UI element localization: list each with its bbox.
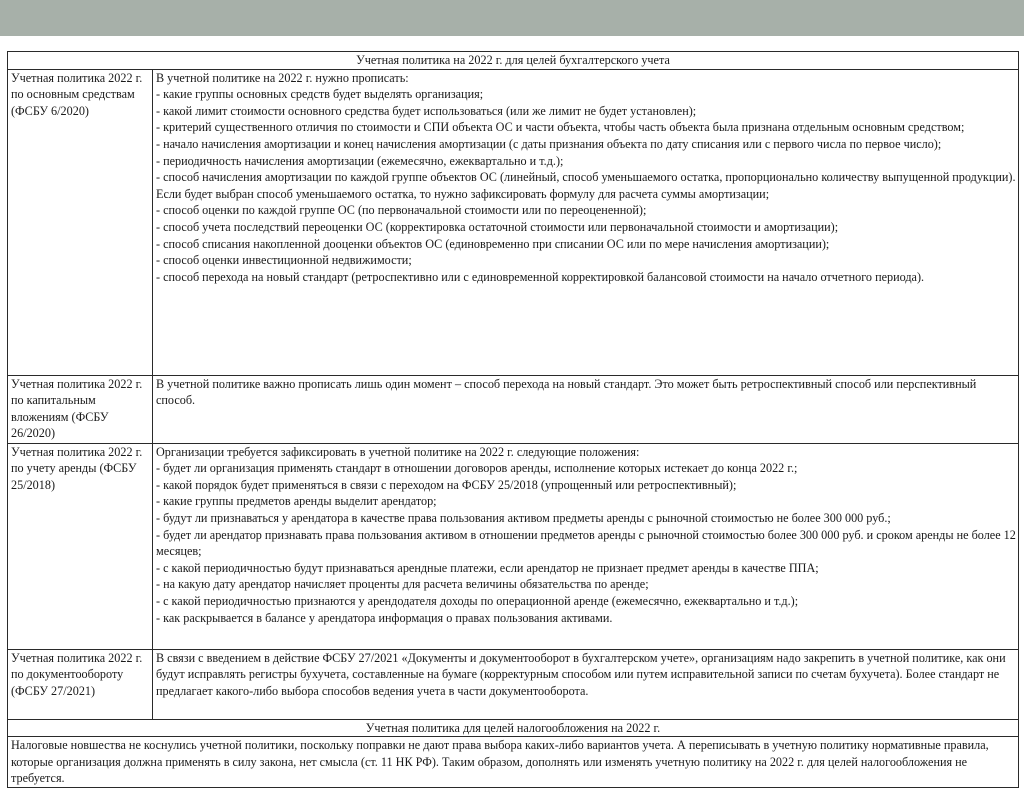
content-line: - способ начисления амортизации по каждой группе объектов ОС (линейный, способ уменьшаемого остатка, пропорционально количеству выпущенной продукции). Если будет выбран способ уменьшаемого остатка, то нужно зафиксировать формулу для расчета суммы амортизации; [156,170,1016,201]
content-line: В учетной политике важно прописать лишь один момент – способ перехода на новый стандарт. Это может быть ретроспективный способ или перспективный способ. [156,376,977,408]
content-line: - способ оценки инвестиционной недвижимости; [156,253,412,268]
content-line: - способ оценки по каждой группе ОС (по первоначальной стоимости или по переоцененной); [156,203,647,218]
row-label: Учетная политика 2022 г. по документообороту (ФСБУ 27/2021) [8,649,153,719]
content-line: - способ учета последствий переоценки ОС (корректировка остаточной стоимости или первоначальной стоимости и амортизации); [156,219,839,234]
content-line: - периодичность начисления амортизации (ежемесячно, ежеквартально и т.д.); [156,153,564,168]
table-row [8,737,1019,788]
content-line: - критерий существенного отличия по стоимости и СПИ объекта ОС и части объекта, чтобы часть объекта была признана отдельным основным средством; [156,120,965,135]
content-line: - какой лимит стоимости основного средства будет использоваться (или же лимит не будет установлен); [156,103,697,118]
table-row [8,649,1019,719]
content-line: - способ списания накопленной дооценки объектов ОС (единовременно при списании ОС или по мере начисления амортизации); [156,236,830,251]
section-title-accounting: Учетная политика на 2022 г. для целей бухгалтерского учета [8,52,1019,70]
content-line: Организации требуется зафиксировать в учетной политике на 2022 г. следующие положения: [156,444,640,459]
section-title-tax: Учетная политика для целей налогообложения на 2022 г. [8,719,1019,737]
content-line: - будет ли организация применять стандарт в отношении договоров аренды, исполнение которых истекает до конца 2022 г.; [156,461,798,476]
row-content [153,443,1019,649]
content-line: - какие группы предметов аренды выделит арендатор; [156,494,437,509]
row-content [153,69,1019,375]
row-label: Учетная политика 2022 г. по капитальным вложениям (ФСБУ 26/2020) [8,375,153,443]
header-bar [0,0,1024,36]
table-row [8,443,1019,649]
content-line: - начало начисления амортизации и конец начисления амортизации (с даты признания объекта по дату списания или с первого числа по первое число); [156,136,942,151]
row-content [153,649,1019,719]
table-row [8,69,1019,375]
content-line: - как раскрывается в балансе у арендатора информация о правах пользования активами. [156,610,613,625]
row-label: Учетная политика 2022 г. по учету аренды (ФСБУ 25/2018) [8,443,153,649]
content-line: - с какой периодичностью будут признаваться арендные платежи, если арендатор не признает предмет аренды в качестве ППА; [156,560,819,575]
content-line: - какие группы основных средств будет выделять организация; [156,87,484,102]
content-line: - способ перехода на новый стандарт (ретроспективно или с единовременной корректировкой балансовой стоимости на начало отчетного периода). [156,269,925,284]
content-line: - с какой периодичностью признаются у арендодателя доходы по операционной аренде (ежемесячно, ежеквартально и т.д.); [156,593,799,608]
tax-policy-text: Налоговые новшества не коснулись учетной политики, поскольку поправки не дают права выбора каких-либо вариантов учета. А переписывать в учетную политику нормативные правила, которые организация должна применять в силу закона, нет смысла (ст. 11 НК РФ). Таким образом, дополнять или изменять учетную политику на 2022 г. для целей налогообложения не требуется. [8,737,1019,788]
content-line: - будут ли признаваться у арендатора в качестве права пользования активом предметы аренды с рыночной стоимостью не более 300 000 руб.; [156,510,891,525]
row-label: Учетная политика 2022 г. по основным средствам (ФСБУ 6/2020) [8,69,153,375]
content-line: В учетной политике на 2022 г. нужно прописать: [156,70,409,85]
table-row [8,375,1019,443]
content-line: - будет ли арендатор признавать права пользования активом в отношении предметов аренды с рыночной стоимостью более 300 000 руб. и сроком аренды не более 12 месяцев; [156,527,1016,559]
content-line: - какой порядок будет применяться в связи с переходом на ФСБУ 25/2018 (упрощенный или ретроспективный); [156,477,737,492]
row-content [153,375,1019,443]
section-header-row [8,719,1019,737]
content-line: - на какую дату арендатор начисляет проценты для расчета величины обязательства по аренде; [156,577,649,592]
content-line: В связи с введением в действие ФСБУ 27/2021 «Документы и документооборот в бухгалтерском учете», организациям надо закрепить в учетной политике, как они будут исправлять регистры бухучета, составленные на бумаге (корректурным способом или путем исправительной записи по счетам бухучета). Более стандарт не предлагает какого-либо выбора способов ведения учета в части документооборота. [156,650,1006,698]
section-header-row [8,52,1019,70]
accounting-policy-table [7,51,1019,788]
